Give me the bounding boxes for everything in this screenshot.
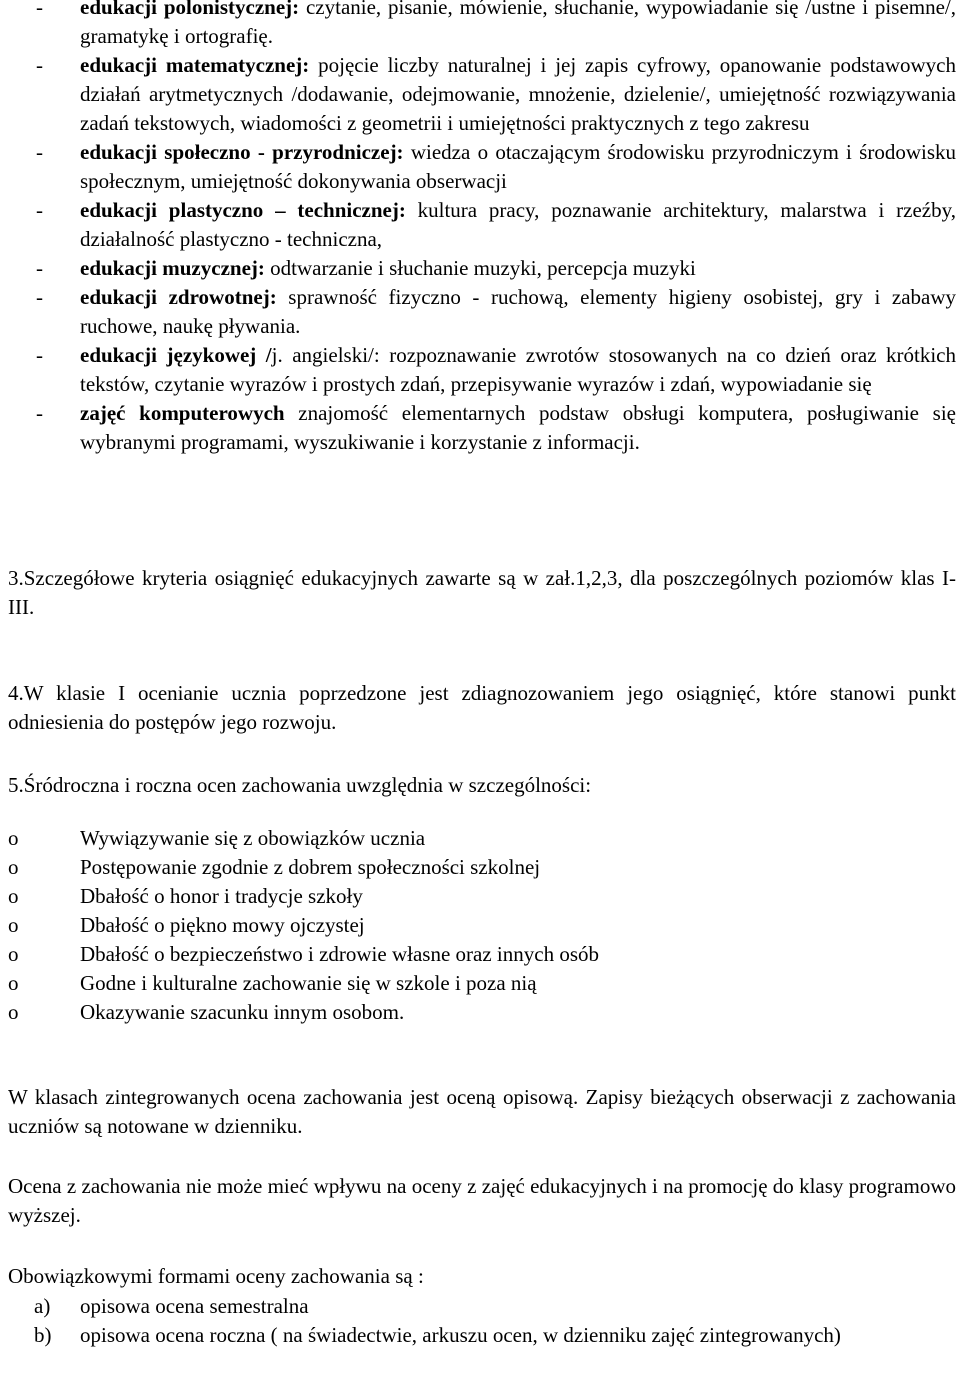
dash-marker: - (36, 401, 43, 425)
grade-forms-list (8, 1292, 956, 1350)
item-text: kultura pracy, poznawanie architektury, malarstwa i rzeźby, działalność plastyczno - techniczna, (80, 198, 956, 251)
dash-marker: - (36, 256, 43, 280)
paragraph-descriptive-grade: W klasach zintegrowanych ocena zachowania jest oceną opisową. Zapisy bieżących obserwacji z zachowania uczniów są notowane w dzienniku. (8, 1085, 956, 1138)
item-label: zajęć komputerowych (80, 401, 285, 425)
item-text: j. angielski/: rozpoznawanie zwrotów stosowanych na co dzień oraz krótkich tekstów, czytanie wyrazów i prostych zdań, przepisywanie wyrazów i zdań, wypowiadanie się (80, 343, 956, 396)
paragraph-point-3: 3.Szczegółowe kryteria osiągnięć edukacyjnych zawarte są w zał.1,2,3, dla poszczególnych poziomów klas I-III. (8, 566, 956, 619)
item-text: Dbałość o piękno mowy ojczystej (80, 913, 365, 937)
item-label: edukacji matematycznej: (80, 53, 310, 77)
list-item (8, 969, 908, 998)
education-areas-list (8, 0, 956, 457)
dash-marker: - (36, 0, 43, 19)
dash-marker: - (36, 343, 43, 367)
list-item (8, 940, 908, 969)
item-text: Dbałość o honor i tradycje szkoły (80, 884, 363, 908)
list-marker: b) (34, 1323, 52, 1347)
dash-marker: - (36, 53, 43, 77)
list-item (8, 824, 908, 853)
item-label: edukacji społeczno - przyrodniczej: (80, 140, 404, 164)
bullet-marker: o (8, 855, 19, 879)
list-item (8, 998, 908, 1027)
list-item (8, 51, 956, 138)
list-item (8, 341, 956, 399)
item-text: Wywiązywanie się z obowiązków ucznia (80, 826, 426, 850)
dash-marker: - (36, 140, 43, 164)
dash-marker: - (36, 198, 43, 222)
item-text: Postępowanie zgodnie z dobrem społeczności szkolnej (80, 855, 541, 879)
list-item (8, 254, 956, 283)
paragraph-point-4: 4.W klasie I ocenianie ucznia poprzedzone jest zdiagnozowaniem jego osiągnięć, które stanowi punkt odniesienia do postępów jego rozwoju. (8, 681, 956, 734)
list-item (8, 1321, 956, 1350)
bullet-marker: o (8, 971, 19, 995)
item-text: opisowa ocena semestralna (80, 1294, 309, 1318)
paragraph-forms-intro: Obowiązkowymi formami oceny zachowania są : (8, 1264, 424, 1288)
dash-marker: - (36, 285, 43, 309)
paragraph-no-influence: Ocena z zachowania nie może mieć wpływu na oceny z zajęć edukacyjnych i na promocję do klasy programowo wyższej. (8, 1174, 956, 1227)
bullet-marker: o (8, 884, 19, 908)
item-label: edukacji plastyczno – technicznej: (80, 198, 406, 222)
bullet-marker: o (8, 1000, 19, 1024)
item-text: odtwarzanie i słuchanie muzyki, percepcja muzyki (264, 256, 696, 280)
bullet-marker: o (8, 826, 19, 850)
item-label: edukacji zdrowotnej: (80, 285, 277, 309)
list-item (8, 853, 908, 882)
item-text: Okazywanie szacunku innym osobom. (80, 1000, 405, 1024)
list-item (8, 138, 956, 196)
item-label: edukacji językowej / (80, 343, 272, 367)
behavior-criteria-list (8, 824, 908, 1027)
item-text: znajomość elementarnych podstaw obsługi komputera, posługiwanie się wybranymi programami, wyszukiwanie i korzystanie z informacji. (80, 401, 956, 454)
item-text: wiedza o otaczającym środowisku przyrodniczym i środowisku społecznym, umiejętność dokonywania obserwacji (80, 140, 956, 193)
item-text: Godne i kulturalne zachowanie się w szkole i poza nią (80, 971, 537, 995)
item-text: pojęcie liczby naturalnej i jej zapis cyfrowy, opanowanie podstawowych działań arytmetycznych /dodawanie, odejmowanie, mnożenie, dzielenie/, umiejętność rozwiązywania zadań tekstowych, wiadomości z geometrii i umiejętności praktycznych z tego zakresu (80, 53, 956, 135)
item-label: edukacji polonistycznej: (80, 0, 300, 19)
list-item (8, 0, 956, 51)
list-item (8, 283, 956, 341)
list-item (8, 399, 956, 457)
item-label: edukacji muzycznej: (80, 256, 265, 280)
bullet-marker: o (8, 913, 19, 937)
item-text: sprawność fizyczno - ruchową, elementy higieny osobistej, gry i zabawy ruchowe, naukę pływania. (80, 285, 957, 338)
item-text: czytanie, pisanie, mówienie, słuchanie, wypowiadanie się /ustne i pisemne/, gramatykę i ortografię. (80, 0, 956, 48)
list-marker: a) (34, 1294, 51, 1318)
paragraph-point-5: 5.Śródroczna i roczna ocen zachowania uwzględnia w szczególności: (8, 773, 592, 797)
list-item (8, 911, 908, 940)
bullet-marker: o (8, 942, 19, 966)
list-item (8, 882, 908, 911)
item-text: opisowa ocena roczna ( na świadectwie, arkuszu ocen, w dzienniku zajęć zintegrowanych) (80, 1323, 841, 1347)
list-item (8, 196, 956, 254)
item-text: Dbałość o bezpieczeństwo i zdrowie własne oraz innych osób (80, 942, 599, 966)
list-item (8, 1292, 956, 1321)
